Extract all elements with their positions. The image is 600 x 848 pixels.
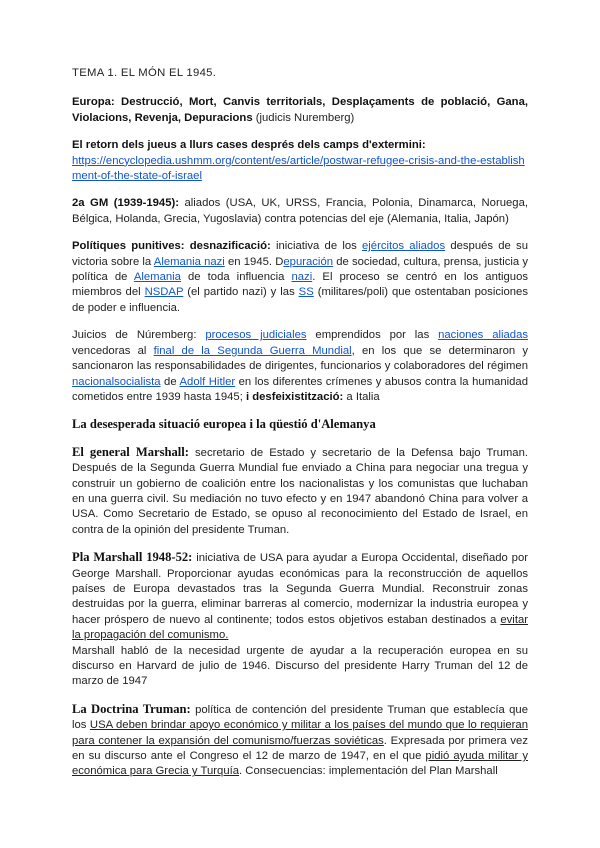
doctrina-bold: La Doctrina Truman: [72, 701, 191, 716]
marshall-paragraph [72, 445, 528, 538]
doctrina-paragraph [72, 702, 528, 780]
section-heading-text: La desesperada situació europea i la qüestió d'Alemanya [72, 417, 376, 432]
link-nacionalsocialista[interactable]: nacionalsocialista [72, 375, 161, 388]
gm-rest: aliados (USA, UK, URSS, Francia, Polonia, Dinamarca, Noruega, Bélgica, Holanda, Grecia, Yugoslavia) contra potencias del eje (Alemania, Italia, Japón) [72, 197, 528, 225]
politiques-text: de toda influencia [180, 271, 292, 284]
politiques-text: de sociedad, cultura, prensa, justicia y política de [72, 255, 528, 284]
retorn-paragraph [72, 138, 528, 184]
doctrina-text: política de contención del presidente Truman que establecía que los [72, 703, 528, 732]
section-heading [72, 417, 528, 432]
juicios-text: en los diferentes crímenes y abusos contra la humanidad cometidos entre 1939 hasta 1945; [72, 375, 528, 403]
juicios-text: emprendidos por las [306, 329, 439, 342]
politiques-text: (militares/poli) que ostentaban posiciones de poder e influencia. [72, 286, 528, 314]
pla-paragraph [72, 550, 528, 643]
link-final-segunda-guerra[interactable]: final de la Segunda Guerra Mundial [153, 344, 352, 357]
doctrina-text: . Expresada por primera vez en su discurso ante el Congreso el 12 de marzo de 1947, en el que [72, 734, 528, 763]
juicios-paragraph [72, 328, 528, 405]
politiques-text: . El proceso se centró en los antiguos miembros del [72, 271, 529, 299]
link-nazi[interactable]: nazi [291, 271, 313, 284]
link-nsdap[interactable]: NSDAP [144, 286, 184, 299]
doctrina-text: . Consecuencias: implementación del Plan Marshall [239, 765, 498, 778]
politiques-paragraph [72, 239, 528, 316]
ushmm-link[interactable]: https://encyclopedia.ushmm.org/content/es/article/postwar-refugee-crisis-and-the-establishment-of-the-state-of-israel [72, 154, 525, 183]
marshall-rest: secretario de Estado y secretario de la Defensa bajo Truman. Después de la Segunda Guerra Mundial fue enviado a China para negociar una tregua y construir un gobierno de coalición entre los nacionalistas y los comunistas que luchaban en una guerra civil. Su mediación no tuvo efecto y en 1947 abandonó China para volver a USA. Como Secretario de Estado, se opuso al reconocimiento del Estado de Israel, en contra de la opinión del presidente Truman. [72, 446, 529, 536]
link-ejercitos-aliados[interactable]: ejércitos aliados [362, 240, 446, 253]
politiques-text: (el partido nazi) y las [183, 286, 299, 299]
juicios-text: , en los que se determinaron y sancionaron las responsabilidades de dirigentes, funcionarios y colaboradores del régimen [72, 344, 528, 373]
europa-rest: (judicis Nuremberg) [252, 111, 355, 124]
marshall-bold: El general Marshall: [72, 444, 189, 459]
europa-bold: Europa: Destrucció, Mort, Canvis territorials, Desplaçaments de població, Gana, Violacions, Revenja, Depuracions [72, 96, 528, 124]
link-naciones-aliadas[interactable]: naciones aliadas [438, 329, 528, 342]
europa-paragraph [72, 95, 528, 126]
politiques-text: en 1945. D [224, 255, 284, 268]
juicios-text: a Italia [343, 390, 380, 403]
link-alemania[interactable]: Alemania [133, 271, 181, 284]
link-alemania-nazi[interactable]: Alemania nazi [153, 255, 225, 268]
juicios-text: vencedoras al [72, 344, 154, 357]
pla-underlined: evitar la propagación del comunismo. [72, 613, 528, 642]
politiques-bold: Polítiques punitives: desnazificació: [72, 240, 271, 253]
doctrina-underlined: USA deben brindar apoyo económico y militar a los países del mundo que lo requieran para contener la expansión del comunismo/fuerzas soviéticas [72, 719, 528, 747]
pla-paragraph-2: Marshall habló de la necesidad urgente de ayudar a la recuperación europea en su discurso en Harvard de julio de 1946. Discurso del presidente Harry Truman del 12 de marzo de 1947 [72, 644, 528, 688]
retorn-bold: El retorn dels jueus a llurs cases després dels camps d'extermini: [72, 139, 426, 152]
politiques-text: después de su victoria sobre la [72, 240, 528, 268]
desfeixistitzacio-bold: i desfeixistització: [245, 390, 344, 403]
link-procesos-judiciales[interactable]: procesos judiciales [205, 329, 307, 342]
doctrina-underlined: pidió ayuda militar y económica para Grecia y Turquía [72, 750, 528, 778]
link-adolf-hitler[interactable]: Adolf Hitler [179, 375, 236, 388]
juicios-text: de [160, 375, 180, 388]
document-title: TEMA 1. EL MÓN EL 1945. [72, 67, 217, 79]
document-page [72, 66, 528, 792]
juicios-text: Juicios de Núremberg: [72, 329, 206, 342]
politiques-text: iniciativa de los [270, 240, 363, 253]
link-ss[interactable]: SS [298, 286, 314, 299]
pla-bold: Pla Marshall 1948-52: [72, 550, 193, 565]
gm-paragraph [72, 196, 528, 227]
gm-bold: 2a GM (1939-1945): [72, 197, 180, 210]
link-depuracion[interactable]: epuración [283, 255, 334, 268]
pla-text: iniciativa de USA para ayudar a Europa Occidental, diseñado por George Marshall. Proporcionar ayudas económicas para la reconstrucción de aquellos países de Europa devastados tras la Segunda Guerra Mundial. Reconstruir zonas destruidas por la guerra, eliminar barreras al comercio, modernizar la industria europea y hacer próspero de nuevo al continente; todos estos objetivos estaban destinados a [72, 552, 528, 626]
